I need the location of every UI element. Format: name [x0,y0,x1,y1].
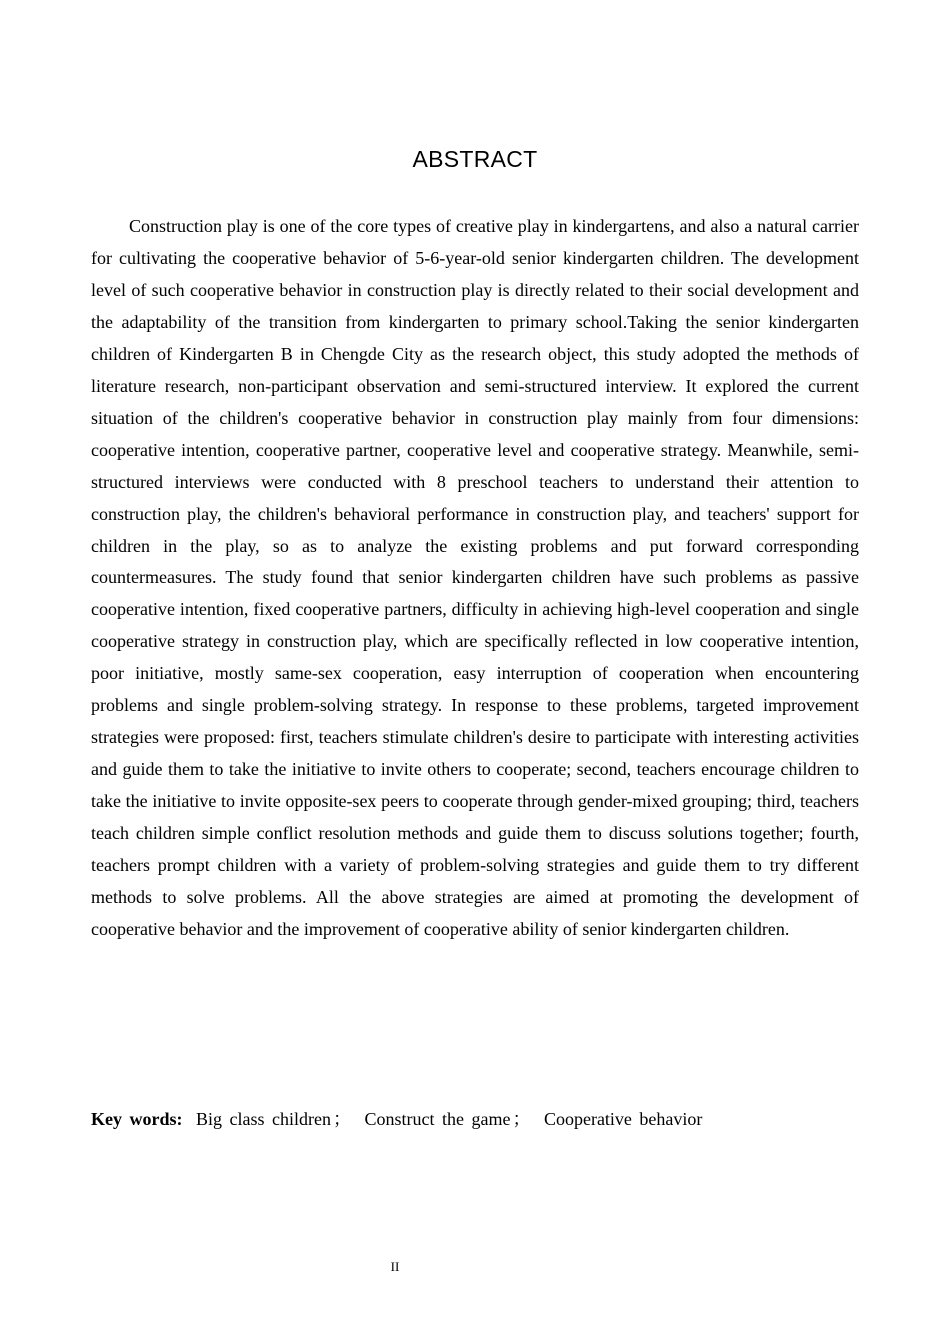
abstract-body: Construction play is one of the core types of creative play in kindergartens, and also a natural carrier for cultivating the cooperative behavior of 5-6-year-old senior kindergarten children. The development level of such cooperative behavior in construction play is directly related to their social development and the adaptability of the transition from kindergarten to primary school.Taking the senior kindergarten children of Kindergarten B in Chengde City as the research object, this study adopted the methods of literature research, non-participant observation and semi-structured interview. It explored the current situation of the children's cooperative behavior in construction play mainly from four dimensions: cooperative intention, cooperative partner, cooperative level and cooperative strategy. Meanwhile, semi-structured interviews were conducted with 8 preschool teachers to understand their attention to construction play, the children's behavioral performance in construction play, and teachers' support for children in the play, so as to analyze the existing problems and put forward corresponding countermeasures. The study found that senior kindergarten children have such problems as passive cooperative intention, fixed cooperative partners, difficulty in achieving high-level cooperation and single cooperative strategy in construction play, which are specifically reflected in low cooperative intention, poor initiative, mostly same-sex cooperation, easy interruption of cooperation when encountering problems and single problem-solving strategy. In response to these problems, targeted improvement strategies were proposed: first, teachers stimulate children's desire to participate with interesting activities and guide them to take the initiative to invite others to cooperate; second, teachers encourage children to take the initiative to invite opposite-sex peers to cooperate through gender-mixed grouping; third, teachers teach children simple conflict resolution methods and guide them to discuss solutions together; fourth, teachers prompt children with a variety of problem-solving strategies and guide them to try different methods to solve problems. All the above strategies are aimed at promoting the development of cooperative behavior and the improvement of cooperative ability of senior kindergarten children. [91,216,859,939]
abstract-title: ABSTRACT [412,146,538,172]
page-number: II [390,1259,400,1274]
keyword-separator: ； [332,1109,351,1129]
keywords-label: Key words: [91,1109,183,1129]
keyword-item: Cooperative behavior [543,1109,703,1129]
keyword-item: Big class children [196,1109,331,1129]
keyword-separator: ； [512,1109,531,1129]
keywords-line [91,1105,891,1133]
keyword-item: Construct the game [364,1109,511,1129]
